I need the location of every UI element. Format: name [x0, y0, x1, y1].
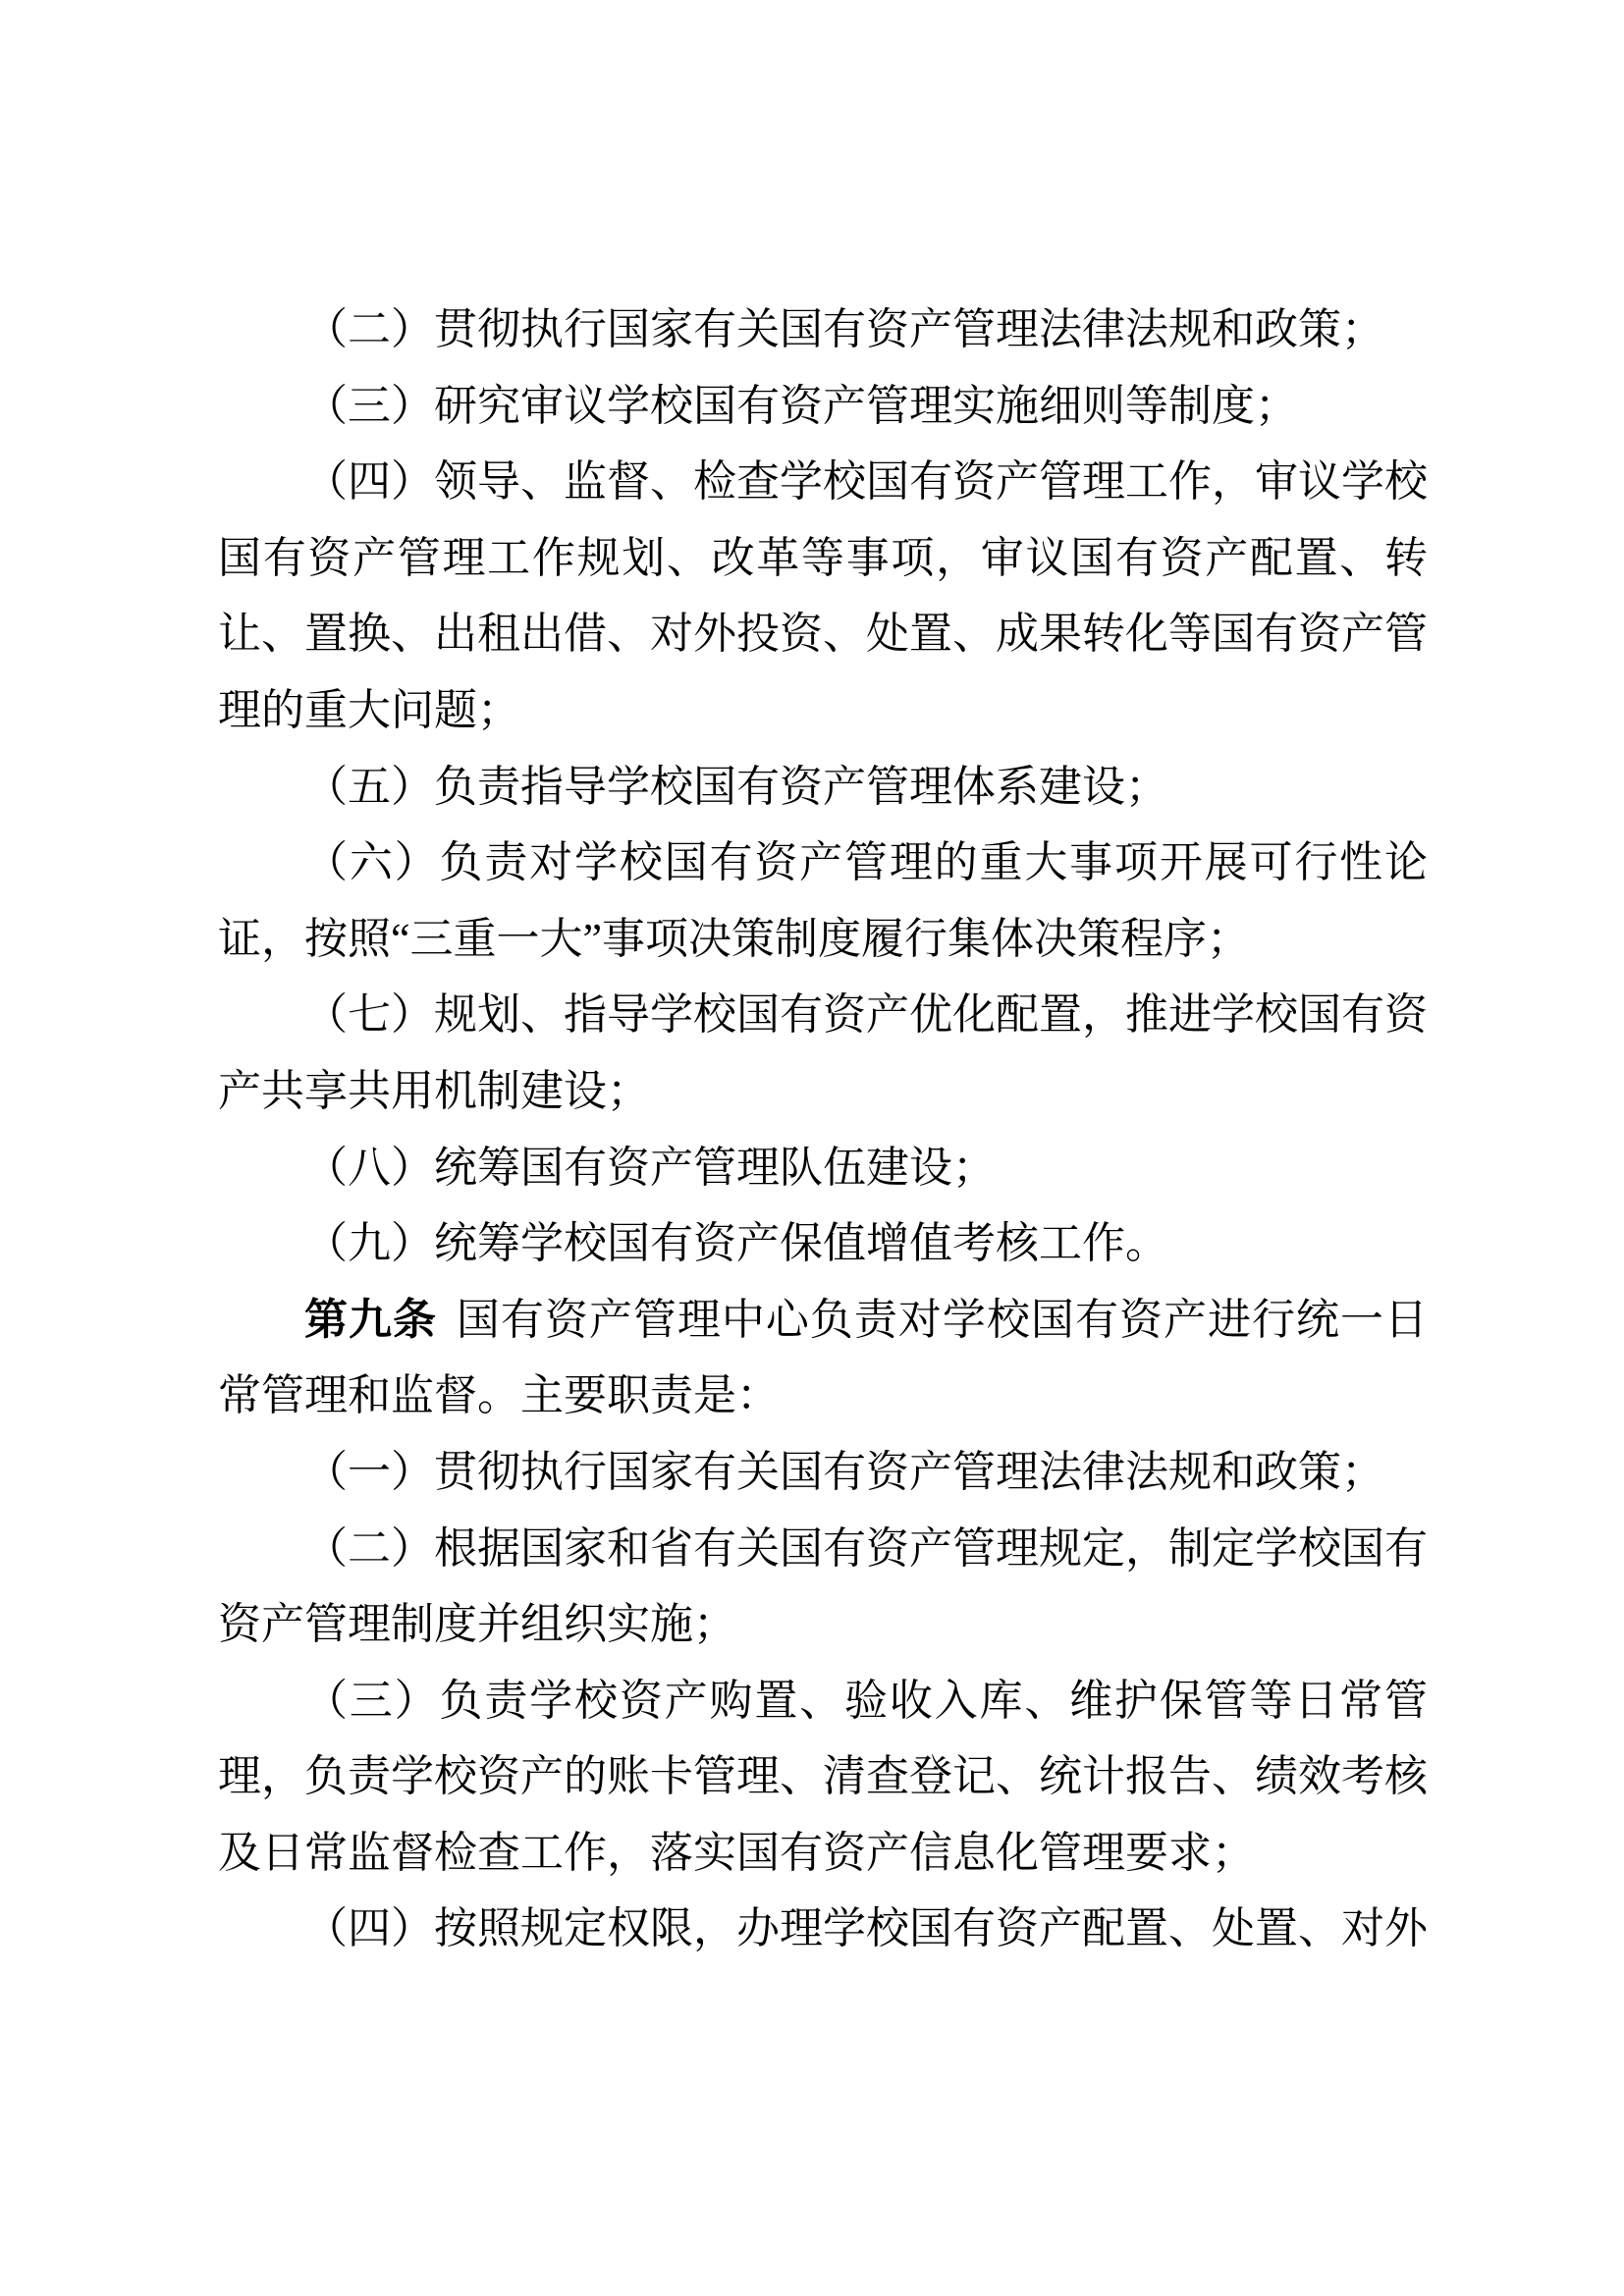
paragraph-item-9: （九）统筹学校国有资产保值增值考核工作。 — [304, 1219, 1168, 1268]
article-number-label: 第九条 — [304, 1295, 438, 1344]
paragraph-item-11: （二）根据国家和省有关国有资产管理规定，制定学校国有资产管理制度并组织实施； — [218, 1523, 1428, 1649]
paragraph-item-2: （二）贯彻执行国家有关国有资产管理法律法规和政策； — [304, 305, 1384, 353]
document-body — [218, 292, 1428, 1967]
paragraph-item-13: （四）按照规定权限，办理学校国有资产配置、处置、对外 — [304, 1904, 1428, 1953]
paragraph-item-3: （三）研究审议学校国有资产管理实施细则等制度； — [304, 381, 1298, 430]
article-body-text: 国有资产管理中心负责对学校国有资产进行统一日常管理和监督。主要职责是： — [218, 1295, 1429, 1420]
paragraph-item-8: （八）统筹国有资产管理队伍建设； — [304, 1143, 996, 1192]
paragraph-item-7: （七）规划、指导学校国有资产优化配置，推进学校国有资产共享共用机制建设； — [218, 990, 1428, 1115]
paragraph-article-9 — [218, 1282, 1428, 1434]
paragraph-item-10: （一）贯彻执行国家有关国有资产管理法律法规和政策； — [304, 1447, 1384, 1496]
paragraph-item-12: （三）负责学校资产购置、验收入库、维护保管等日常管理，负责学校资产的账卡管理、清查登记、统计报告、绩效考核及日常监督检查工作，落实国有资产信息化管理要求； — [218, 1676, 1428, 1877]
paragraph-item-5: （五）负责指导学校国有资产管理体系建设； — [304, 762, 1168, 811]
paragraph-item-4: （四）领导、监督、检查学校国有资产管理工作，审议学校国有资产管理工作规划、改革等事项，审议国有资产配置、转让、置换、出租出借、对外投资、处置、成果转化等国有资产管理的重大问题； — [218, 457, 1428, 734]
paragraph-item-6: （六）负责对学校国有资产管理的重大事项开展可行性论证，按照“三重一大”事项决策制度履行集体决策程序； — [218, 838, 1428, 963]
